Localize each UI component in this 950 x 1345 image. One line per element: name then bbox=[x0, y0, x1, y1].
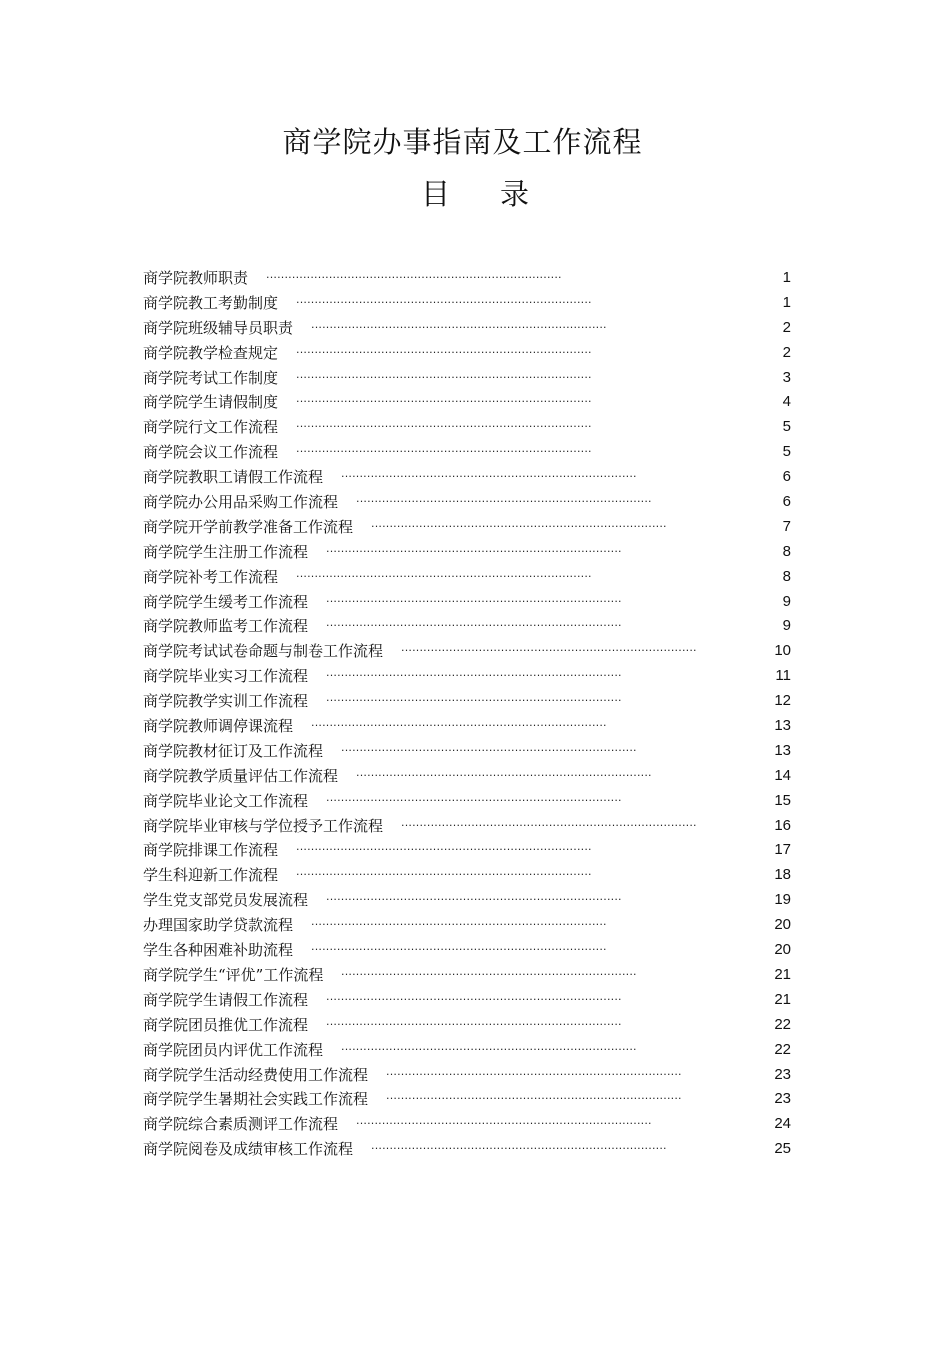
toc-dot-leader: ................................................................................ bbox=[341, 964, 637, 978]
toc-entry-title: 商学院毕业实习工作流程 bbox=[143, 667, 309, 686]
toc-entry-page-number: 14 bbox=[774, 766, 791, 784]
toc-heading bbox=[0, 174, 950, 214]
toc-entry-title: 办理国家助学贷款流程 bbox=[143, 916, 294, 935]
toc-list bbox=[143, 266, 803, 1162]
toc-entry-page-number: 13 bbox=[774, 717, 791, 735]
toc-entry-page-number: 4 bbox=[782, 393, 791, 411]
toc-dot-leader: ................................................................................ bbox=[296, 367, 592, 381]
toc-entry-title: 商学院教学实训工作流程 bbox=[143, 692, 309, 711]
toc-dot-leader: ................................................................................ bbox=[296, 865, 592, 879]
toc-entry-page-number: 9 bbox=[782, 617, 791, 635]
toc-dot-leader: ................................................................................ bbox=[311, 317, 607, 331]
toc-entry-title: 商学院教学质量评估工作流程 bbox=[143, 766, 339, 785]
toc-entry-title: 商学院考试试卷命题与制卷工作流程 bbox=[143, 642, 384, 661]
toc-entry-title: 商学院考试工作制度 bbox=[143, 368, 279, 387]
toc-dot-leader: ................................................................................ bbox=[401, 641, 697, 655]
toc-dot-leader: ................................................................................ bbox=[386, 1089, 682, 1103]
toc-entry-title: 商学院阅卷及成绩审核工作流程 bbox=[143, 1140, 354, 1159]
toc-dot-leader: ................................................................................ bbox=[371, 1139, 667, 1153]
document-title: 商学院办事指南及工作流程 bbox=[282, 125, 643, 159]
toc-entry-page-number: 6 bbox=[782, 493, 791, 511]
toc-entry-title: 商学院团员内评优工作流程 bbox=[143, 1040, 324, 1059]
toc-entry-page-number: 21 bbox=[774, 965, 791, 983]
toc-entry-page-number: 13 bbox=[774, 741, 791, 759]
toc-entry-title: 商学院学生活动经费使用工作流程 bbox=[143, 1065, 369, 1084]
toc-dot-leader: ................................................................................ bbox=[296, 292, 592, 306]
toc-entry-page-number: 3 bbox=[782, 368, 791, 386]
toc-dot-leader: ................................................................................ bbox=[296, 342, 592, 356]
toc-entry-title: 商学院教职工请假工作流程 bbox=[143, 468, 324, 487]
toc-entry-page-number: 5 bbox=[782, 443, 791, 461]
toc-entry-page-number: 25 bbox=[774, 1140, 791, 1158]
toc-dot-leader: ................................................................................ bbox=[326, 616, 622, 630]
toc-entry-title: 商学院开学前教学准备工作流程 bbox=[143, 517, 354, 536]
toc-entry-title: 学生各种困难补助流程 bbox=[143, 941, 294, 960]
toc-entry-page-number: 15 bbox=[774, 791, 791, 809]
toc-entry-title: 商学院补考工作流程 bbox=[143, 567, 279, 586]
toc-dot-leader: ................................................................................ bbox=[356, 765, 652, 779]
toc-entry-title: 商学院综合素质测评工作流程 bbox=[143, 1115, 339, 1134]
toc-dot-leader: ................................................................................ bbox=[266, 268, 562, 281]
toc-dot-leader: ................................................................................ bbox=[311, 716, 607, 730]
toc-dot-leader: ................................................................................ bbox=[341, 1039, 637, 1053]
toc-entry-title: 商学院学生请假工作流程 bbox=[143, 990, 309, 1009]
toc-dot-leader: ................................................................................ bbox=[296, 442, 592, 456]
toc-dot-leader: ................................................................................ bbox=[296, 417, 592, 431]
toc-heading-char-1: 目 bbox=[421, 177, 451, 211]
toc-entry-page-number: 24 bbox=[774, 1115, 791, 1133]
toc-entry-page-number: 16 bbox=[774, 816, 791, 834]
toc-dot-leader: ................................................................................ bbox=[326, 666, 622, 680]
toc-entry-title: 商学院学生“评优”工作流程 bbox=[143, 965, 324, 984]
toc-entry-page-number: 6 bbox=[782, 468, 791, 486]
toc-dot-leader: ................................................................................ bbox=[356, 492, 652, 506]
toc-entry-title: 商学院教材征订及工作流程 bbox=[143, 741, 324, 760]
toc-entry-title: 商学院学生暑期社会实践工作流程 bbox=[143, 1090, 369, 1109]
toc-entry-title: 商学院学生缓考工作流程 bbox=[143, 592, 309, 611]
toc-dot-leader: ................................................................................ bbox=[401, 815, 697, 829]
toc-entry-page-number: 2 bbox=[782, 343, 791, 361]
toc-dot-leader: ................................................................................ bbox=[296, 566, 592, 580]
toc-entry-page-number: 19 bbox=[774, 891, 791, 909]
toc-entry-page-number: 5 bbox=[782, 418, 791, 436]
toc-entry-page-number: 8 bbox=[782, 567, 791, 585]
toc-dot-leader: ................................................................................ bbox=[311, 940, 607, 954]
toc-dot-leader: ................................................................................ bbox=[371, 516, 667, 530]
toc-heading-char-2: 录 bbox=[500, 177, 530, 211]
toc-entry-title: 商学院教工考勤制度 bbox=[143, 293, 279, 312]
toc-entry-page-number: 9 bbox=[782, 592, 791, 610]
toc-entry-page-number: 22 bbox=[774, 1040, 791, 1058]
toc-entry-title: 商学院学生请假制度 bbox=[143, 393, 279, 412]
toc-entry-title: 商学院教师监考工作流程 bbox=[143, 617, 309, 636]
toc-entry-page-number: 12 bbox=[774, 692, 791, 710]
toc-dot-leader: ................................................................................ bbox=[296, 840, 592, 854]
toc-dot-leader: ................................................................................ bbox=[326, 1014, 622, 1028]
toc-entry-title: 商学院会议工作流程 bbox=[143, 443, 279, 462]
toc-entry-title: 商学院学生注册工作流程 bbox=[143, 542, 309, 561]
toc-entry-page-number: 11 bbox=[775, 667, 791, 685]
toc-entry-page-number: 23 bbox=[774, 1090, 791, 1108]
toc-entry-title: 商学院毕业论文工作流程 bbox=[143, 791, 309, 810]
toc-dot-leader: ................................................................................ bbox=[326, 691, 622, 705]
toc-entry-page-number: 7 bbox=[782, 517, 791, 535]
toc-entry-page-number: 21 bbox=[774, 990, 791, 1008]
toc-entry-title: 学生党支部党员发展流程 bbox=[143, 891, 309, 910]
toc-dot-leader: ................................................................................ bbox=[326, 890, 622, 904]
toc-entry-page-number: 23 bbox=[774, 1065, 791, 1083]
toc-dot-leader: ................................................................................ bbox=[311, 915, 607, 929]
toc-entry-page-number: 17 bbox=[774, 841, 791, 859]
toc-entry-page-number: 20 bbox=[774, 916, 791, 934]
toc-entry-page-number: 8 bbox=[782, 542, 791, 560]
toc-dot-leader: ................................................................................ bbox=[341, 467, 637, 481]
toc-dot-leader: ................................................................................ bbox=[326, 541, 622, 555]
toc-dot-leader: ................................................................................ bbox=[326, 591, 622, 605]
toc-entry-page-number: 2 bbox=[782, 318, 791, 336]
toc-entry-page-number: 22 bbox=[774, 1015, 791, 1033]
toc-dot-leader: ................................................................................ bbox=[356, 1114, 652, 1128]
toc-entry-page-number: 10 bbox=[774, 642, 791, 660]
toc-entry-title: 商学院毕业审核与学位授予工作流程 bbox=[143, 816, 384, 835]
toc-entry-title: 商学院教师调停课流程 bbox=[143, 717, 294, 736]
toc-entry-page-number: 1 bbox=[782, 269, 791, 286]
toc-entry-page-number: 18 bbox=[774, 866, 791, 884]
toc-dot-leader: ................................................................................ bbox=[296, 392, 592, 406]
toc-dot-leader: ................................................................................ bbox=[326, 989, 622, 1003]
toc-dot-leader: ................................................................................ bbox=[386, 1064, 682, 1078]
toc-entry-title: 商学院教师职责 bbox=[143, 269, 249, 287]
toc-entry-title: 商学院行文工作流程 bbox=[143, 418, 279, 437]
toc-entry-title: 商学院团员推优工作流程 bbox=[143, 1015, 309, 1034]
toc-dot-leader: ................................................................................ bbox=[326, 790, 622, 804]
toc-entry-title: 商学院班级辅导员职责 bbox=[143, 318, 294, 337]
toc-entry-title: 商学院排课工作流程 bbox=[143, 841, 279, 860]
toc-entry-title: 商学院教学检查规定 bbox=[143, 343, 279, 362]
toc-entry-page-number: 1 bbox=[782, 293, 791, 311]
toc-entry[interactable] bbox=[143, 1137, 803, 1162]
toc-entry-page-number: 20 bbox=[774, 941, 791, 959]
toc-dot-leader: ................................................................................ bbox=[341, 740, 637, 754]
toc-entry-title: 商学院办公用品采购工作流程 bbox=[143, 493, 339, 512]
toc-entry-title: 学生科迎新工作流程 bbox=[143, 866, 279, 885]
